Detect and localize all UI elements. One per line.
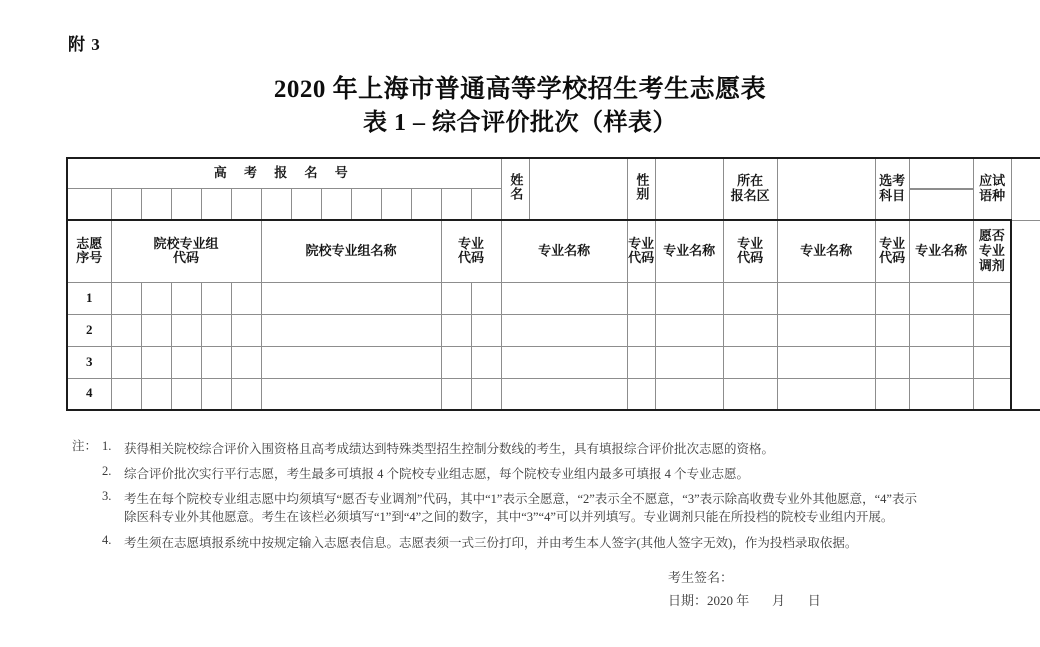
major-code-3-cell[interactable] [723,346,777,378]
column-header-adjust [973,220,1011,282]
candidate-signature-label: 考生签名： [668,570,734,585]
column-header-order-no-line1: 志愿 [76,235,103,251]
major-code-1-sub-1[interactable] [441,282,471,314]
adjust-cell[interactable] [973,378,1011,410]
column-header-major-name-3: 专业名称 [777,220,875,282]
exam-number-box-2[interactable] [111,188,141,220]
note-item [72,534,972,552]
table-row [67,346,1040,378]
name-label-cell [501,158,529,220]
college-group-name-cell[interactable] [261,282,441,314]
elective-label-line1: 选考 [879,173,906,189]
column-header-order-no [67,220,111,282]
page-title: 2020 年上海市普通高等学校招生考生志愿表 [273,76,767,103]
exam-number-box-10[interactable] [351,188,381,220]
attachment-label: 附 3 [68,35,101,54]
major-code-3-cell[interactable] [723,378,777,410]
signature-date-label: 日期：2020 年 月 日 [668,592,821,608]
college-group-code-sub-5[interactable] [231,346,261,378]
note-text: 考生在每个院校专业组志愿中均须填写“愿否专业调剂”代码，其中“1”表示全愿意，“2”表示全不愿意，“3”表示除高收费专业外其他愿意，“4”表示 [124,492,917,507]
college-group-code-sub-3[interactable] [171,378,201,410]
exam-number-box-4[interactable] [171,188,201,220]
exam-number-box-11[interactable] [381,188,411,220]
college-group-name-cell[interactable] [261,346,441,378]
table-row [67,378,1040,410]
exam-number-filler [471,188,501,220]
note-number: 1. [102,439,112,453]
column-header-college-group-code-line1: 院校专业组 [153,235,219,251]
district-label-line2: 报名区 [730,188,770,203]
major-code-4-cell[interactable] [875,314,909,346]
college-group-code-sub-1[interactable] [111,346,141,378]
exam-number-header: 高 考 报 名 号 [67,158,501,188]
column-header-order-no-line2: 序号 [76,250,103,266]
row-index-cell: 2 [67,314,111,346]
major-name-2-cell[interactable] [655,314,723,346]
column-header-adjust-line1: 愿否 [978,228,1005,244]
college-group-code-sub-2[interactable] [141,378,171,410]
exam-number-box-6[interactable] [231,188,261,220]
notes-lead-label: 注： [72,439,98,453]
elective-subject-box-3[interactable] [910,190,973,191]
major-name-4-cell[interactable] [909,378,973,410]
major-code-2-cell[interactable] [627,346,655,378]
name-value-cell[interactable] [529,158,627,220]
column-header-major-code-4 [875,220,909,282]
college-group-code-sub-4[interactable] [201,314,231,346]
volunteer-form-table [66,157,1040,411]
elective-label-line2: 科目 [879,188,906,203]
column-header-major-code-3 [723,220,777,282]
district-label-line1: 所在 [737,173,764,189]
adjust-cell[interactable] [973,314,1011,346]
language-value-cell[interactable] [1011,158,1040,220]
exam-number-box-3[interactable] [141,188,171,220]
note-item [72,490,972,526]
gender-label: 性别 [634,173,650,202]
college-group-code-sub-2[interactable] [141,314,171,346]
column-header-adjust-line3: 调剂 [978,257,1005,273]
column-header-major-code-3-line2: 代码 [737,250,764,266]
adjust-cell[interactable] [973,282,1011,314]
major-name-2-cell[interactable] [655,346,723,378]
major-name-3-cell[interactable] [777,282,875,314]
signature-block [668,567,821,613]
gender-label-cell [627,158,655,220]
column-header-major-code-1 [441,220,501,282]
column-header-college-group-code-line2: 代码 [172,250,199,266]
notes-section [72,440,972,559]
elective-subject-boxes-cell [909,158,973,220]
major-code-1-sub-2[interactable] [471,346,501,378]
college-group-code-sub-2[interactable] [141,346,171,378]
major-code-4-cell[interactable] [875,378,909,410]
column-header-college-group-name: 院校专业组名称 [261,220,441,282]
note-number: 2. [102,464,112,479]
table-row [67,282,1040,314]
college-group-code-sub-1[interactable] [111,282,141,314]
exam-number-box-9[interactable] [321,188,351,220]
column-header-major-name-2: 专业名称 [655,220,723,282]
row-index-cell: 3 [67,346,111,378]
college-group-code-sub-4[interactable] [201,282,231,314]
column-header-college-group-code [111,220,261,282]
college-group-code-sub-4[interactable] [201,378,231,410]
major-name-4-cell[interactable] [909,282,973,314]
major-code-1-sub-2[interactable] [471,378,501,410]
college-group-name-cell[interactable] [261,378,441,410]
elective-subject-label-cell [875,158,909,220]
college-group-code-sub-1[interactable] [111,314,141,346]
row-index-cell: 4 [67,378,111,410]
college-group-code-sub-4[interactable] [201,346,231,378]
district-label-cell [723,158,777,220]
exam-number-box-5[interactable] [201,188,231,220]
exam-number-box-1[interactable] [67,188,111,220]
college-group-code-sub-3[interactable] [171,282,201,314]
college-group-name-cell[interactable] [261,314,441,346]
title-block [0,74,1040,139]
language-label-cell [973,158,1011,220]
major-code-2-cell[interactable] [627,314,655,346]
college-group-code-sub-5[interactable] [231,314,261,346]
major-code-1-sub-1[interactable] [441,314,471,346]
exam-number-box-7[interactable] [261,188,291,220]
major-name-1-cell[interactable] [501,282,627,314]
college-group-code-sub-5[interactable] [231,282,261,314]
major-code-1-sub-2[interactable] [471,314,501,346]
column-header-major-name-4: 专业名称 [909,220,973,282]
column-header-major-code-2-line1: 专业 [628,235,655,251]
table-row-column-headers [67,220,1040,282]
exam-number-box-8[interactable] [291,188,321,220]
major-name-1-cell[interactable] [501,378,627,410]
college-group-code-sub-2[interactable] [141,282,171,314]
major-code-1-sub-1[interactable] [441,346,471,378]
note-text: 考生须在志愿填报系统中按规定输入志愿表信息。志愿表须一式三份打印，并由考生本人签字(其他人签字无效)，作为投档录取依据。 [124,535,858,550]
elective-subject-subgrid [910,188,973,190]
note-text: 综合评价批次实行平行志愿，考生最多可填报 4 个院校专业组志愿，每个院校专业组内最多可填报 4 个专业志愿。 [124,467,750,482]
language-label-line1: 应试 [979,173,1006,189]
note-item [72,440,972,458]
major-name-4-cell[interactable] [909,314,973,346]
note-text-continuation: 除医科专业外其他愿意。考生在该栏必须填写“1”到“4”之间的数字，其中“3”“4”可以并列填写。专业调剂只能在所投档的院校专业组内开展。 [124,510,894,525]
major-code-2-cell[interactable] [627,282,655,314]
college-group-code-sub-3[interactable] [171,346,201,378]
major-name-3-cell[interactable] [777,314,875,346]
college-group-code-sub-1[interactable] [111,378,141,410]
major-name-3-cell[interactable] [777,378,875,410]
major-code-1-sub-2[interactable] [471,282,501,314]
column-header-adjust-line2: 专业 [978,242,1005,258]
column-header-major-code-2 [627,220,655,282]
column-header-major-code-3-line1: 专业 [737,235,764,251]
major-code-2-cell[interactable] [627,378,655,410]
column-header-major-code-1-line2: 代码 [458,250,485,266]
page-subtitle: 表 1 – 综合评价批次（样表） [363,110,677,137]
language-label-line2: 语种 [979,188,1006,203]
major-name-2-cell[interactable] [655,282,723,314]
college-group-code-sub-5[interactable] [231,378,261,410]
major-code-4-cell[interactable] [875,282,909,314]
table-row [67,314,1040,346]
column-header-major-code-1-line1: 专业 [458,235,485,251]
major-name-4-cell[interactable] [909,346,973,378]
district-value-cell[interactable] [777,158,875,220]
column-header-major-code-4-line2: 代码 [879,250,906,266]
name-label: 姓名 [508,173,524,202]
volunteer-form-table-wrapper [66,157,1006,411]
exam-number-box-12[interactable] [411,188,441,220]
major-code-4-cell[interactable] [875,346,909,378]
major-code-3-cell[interactable] [723,314,777,346]
major-name-3-cell[interactable] [777,346,875,378]
table-row-exam-number-title [67,158,1040,188]
column-header-major-code-4-line1: 专业 [879,235,906,251]
adjust-cell[interactable] [973,346,1011,378]
note-text-wrapper [124,490,972,526]
note-item [72,465,972,483]
note-number: 4. [102,532,112,547]
college-group-code-sub-3[interactable] [171,314,201,346]
row-index-cell: 1 [67,282,111,314]
major-name-1-cell[interactable] [501,314,627,346]
exam-number-box-13[interactable] [441,188,471,220]
major-code-3-cell[interactable] [723,282,777,314]
major-code-1-sub-1[interactable] [441,378,471,410]
major-name-1-cell[interactable] [501,346,627,378]
column-header-major-name-1: 专业名称 [501,220,627,282]
major-name-2-cell[interactable] [655,378,723,410]
note-text: 获得相关院校综合评价入围资格且高考成绩达到特殊类型招生控制分数线的考生，具有填报综合评价批次志愿的资格。 [124,442,775,456]
note-number: 3. [102,489,112,504]
column-header-major-code-2-line2: 代码 [628,250,655,266]
gender-value-cell[interactable] [655,158,723,220]
